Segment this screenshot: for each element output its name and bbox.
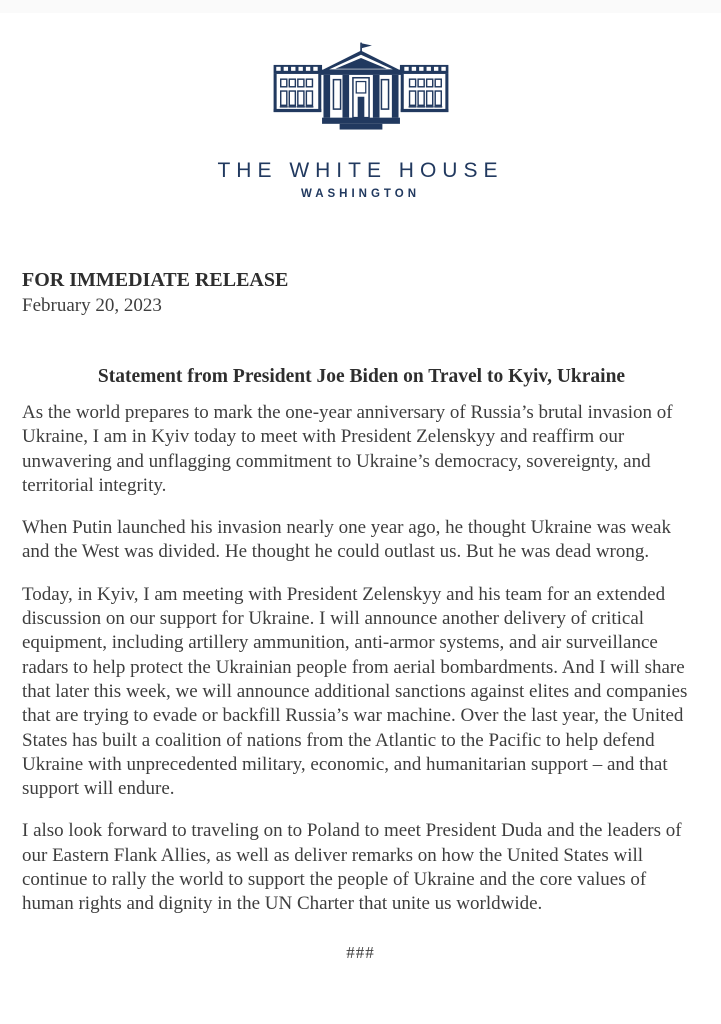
letterhead-org-subtitle: WASHINGTON [300,188,420,200]
white-house-building-icon [266,39,456,145]
page-edge-shade [0,0,721,13]
statement-paragraph-1: As the world prepares to mark the one-year anniversary of Russia’s brutal invasion of Ukraine, I am in Kyiv today to meet with President Zelenskyy and reaffirm our unwavering and unflagging commitment to Ukraine’s democracy, sovereignty, and territorial integrity. [22,402,673,496]
statement-body [0,365,721,963]
end-mark: ### [346,942,375,962]
release-date: February 20, 2023 [22,295,162,316]
statement-paragraph-2: When Putin launched his invasion nearly one year ago, he thought Ukraine was weak and the West was divided. He thought he could outlast us. But he was dead wrong. [22,517,671,563]
statement-title: Statement from President Joe Biden on Travel to Kyiv, Ukraine [97,366,626,387]
release-meta [0,269,721,317]
release-label: FOR IMMEDIATE RELEASE [22,269,289,291]
letterhead-org-name: THE WHITE HOUSE [217,159,504,182]
statement-paragraph-3: Today, in Kyiv, I am meeting with President Zelenskyy and his team for an extended discussion on our support for Ukraine. I will announce another delivery of critical equipment, including artillery ammunition, anti-armor systems, and air surveillance radars to help protect the Ukrainian people from aerial bombardments. And I will share that later this week, we will announce additional sanctions against elites and companies that are trying to evade or backfill Russia’s war machine. Over the last year, the United States has built a coalition of nations from the Atlantic to the Pacific to help defend Ukraine with unprecedented military, economic, and humanitarian support – and that support will endure. [22,583,688,800]
statement-paragraph-4: I also look forward to traveling on to Poland to meet President Duda and the leaders of our Eastern Flank Allies, as well as deliver remarks on how the United States will continue to rally the world to support the people of Ukraine and the core values of human rights and dignity in the UN Charter that unite us worldwide. [22,820,682,915]
letterhead [0,13,721,200]
statement-paragraphs [0,401,721,917]
